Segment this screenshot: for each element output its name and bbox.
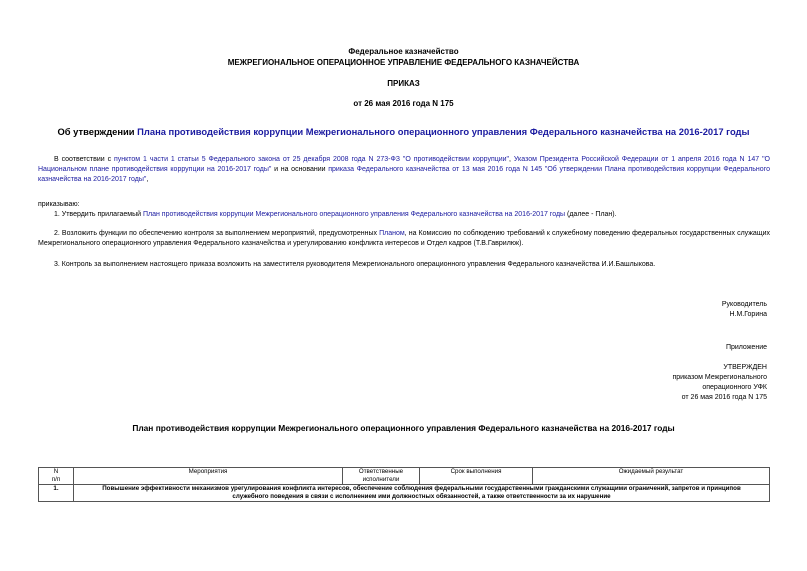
header-measures: Мероприятия [74, 468, 343, 485]
order-item-3: 3. Контроль за выполнением настоящего приказа возложить на заместителя руководителя Межрегионального операционного управления Федерального казначейства И.И.Башлыкова. [54, 261, 656, 268]
item1-text-pre: 1. Утвердить прилагаемый [54, 211, 143, 218]
header-number-line-1: N [53, 468, 59, 475]
preamble-text-2: , [509, 156, 514, 163]
signature-role: Руководитель [721, 301, 767, 308]
org-name: Федеральное казначейство [348, 47, 459, 56]
approved-line-3: от 26 мая 2016 года N 175 [681, 394, 767, 401]
order-item-1 [38, 210, 770, 220]
federal-law-link[interactable]: пунктом 1 части 1 статьи 5 Федерального закона от 25 декабря 2008 года N 273-ФЗ "О противодействии коррупции" [113, 156, 510, 163]
item1-text-post: (далее - План). [565, 211, 617, 218]
table-row [39, 485, 770, 502]
header-term: Срок выполнения [420, 468, 533, 485]
table-header-row [39, 468, 770, 485]
document-date: от 26 мая 2016 года N 175 [353, 99, 454, 108]
preamble-text-4: , [146, 175, 149, 183]
appendix-label: Приложение [725, 344, 767, 351]
president-decree-link[interactable]: Указом Президента Российской Федерации от 1 апреля 2016 года N 147 "О Национальном плане противодействия коррупции на 2016-2017 годы" [38, 156, 770, 173]
item2-text-post: , на Комиссию по соблюдению требований к служебному поведению федеральных государственных служащих Межрегионального операционного управления Федерального казначейства и урегулированию конфликта интересов и Отдел кадров (Т.В.Гаврилюк). [38, 230, 770, 247]
order-word: приказываю: [38, 201, 80, 208]
approved-line-1: приказом Межрегионального [672, 374, 767, 381]
header-result: Ожидаемый результат [533, 468, 770, 485]
header-number-line-2: п/п [51, 476, 61, 483]
plan-table [38, 467, 770, 502]
header-number [39, 468, 74, 485]
row-section-line-2: служебного поведения в связи с исполнением ими должностных обязанностей, а также ответственности за их нарушение [232, 493, 611, 500]
plan-title: План противодействия коррупции Межрегионального операционного управления Федерального казначейства на 2016-2017 годы [132, 423, 675, 433]
document-type: ПРИКАЗ [387, 79, 420, 88]
preamble-text-3: и на основании [271, 165, 329, 173]
title-plan-link[interactable]: Плана противодействия коррупции Межрегионального операционного управления Федерального казначейства на 2016-2017 годы [137, 126, 750, 137]
row-section-line-1: Повышение эффективности механизмов урегулирования конфликта интересов, обеспечение соблюдения федеральными государственными гражданскими служащими ограничений, запретов и принципов [102, 485, 741, 492]
order-item-2 [38, 229, 770, 249]
document-title [0, 126, 807, 138]
header-responsible-line-1: Ответственные [358, 468, 404, 475]
title-prefix: Об утверждении [57, 126, 138, 137]
approved-label: УТВЕРЖДЕН [723, 364, 767, 371]
row-number: 1. [39, 485, 74, 502]
preamble-paragraph [38, 155, 770, 184]
plan-link[interactable]: План противодействия коррупции Межрегионального операционного управления Федерального казначейства на 2016-2017 годы [142, 211, 566, 218]
header-responsible [343, 468, 420, 485]
approved-line-2: операционного УФК [702, 384, 767, 391]
item2-text-pre: 2. Возложить функции по обеспечению контроля за выполнением мероприятий, предусмотренных [54, 230, 380, 237]
header-responsible-line-2: исполнители [362, 476, 400, 483]
department-name: МЕЖРЕГИОНАЛЬНОЕ ОПЕРАЦИОННОЕ УПРАВЛЕНИЕ ФЕДЕРАЛЬНОГО КАЗНАЧЕЙСТВА [227, 58, 580, 67]
row-section-text [74, 485, 770, 502]
signature-name: Н.М.Горина [729, 311, 767, 318]
plan-ref-link[interactable]: Планом [379, 230, 405, 237]
preamble-text-1: В соответствии с [54, 156, 114, 163]
treasury-order-link[interactable]: приказа Федерального казначейства от 13 мая 2016 года N 145 "Об утверждении Плана противодействия коррупции Федерального казначейства на 2016-2017 годы" [38, 165, 770, 183]
